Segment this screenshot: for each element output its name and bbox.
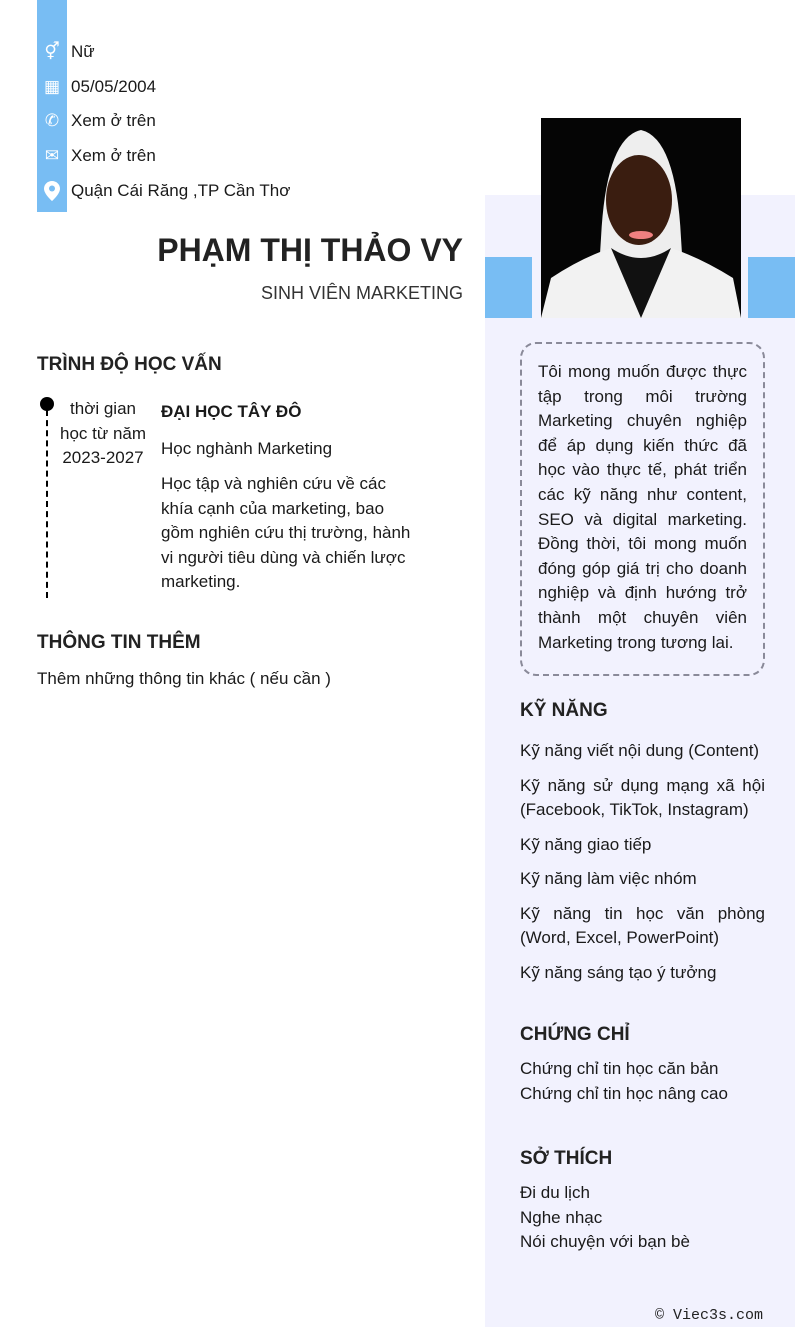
email-row	[37, 139, 156, 173]
education-heading: TRÌNH ĐỘ HỌC VẤN	[37, 354, 222, 375]
skills-heading: KỸ NĂNG	[520, 700, 608, 721]
certificate-item: Chứng chỉ tin học căn bản	[520, 1059, 719, 1078]
education-description: Học tập và nghiên cứu về các khía cạnh của marketing, bao gồm nghiên cứu thị trường, hành vi người tiêu dùng và chiến lược marketing.	[161, 474, 411, 591]
hobbies-heading: SỞ THÍCH	[520, 1148, 613, 1169]
timeline-dot	[40, 397, 54, 411]
skill-item: Kỹ năng sáng tạo ý tưởng	[520, 962, 717, 982]
job-title: SINH VIÊN MARKETING	[260, 283, 463, 303]
phone-value: Xem ở trên	[71, 111, 156, 130]
accent-square-right	[748, 257, 795, 318]
gender-value: Nữ	[71, 42, 95, 61]
certificates-heading: CHỨNG CHỈ	[520, 1024, 630, 1045]
certificate-item: Chứng chỉ tin học nâng cao	[520, 1083, 728, 1103]
skill-item: Kỹ năng sử dụng mạng xã hội (Facebook, TikTok, Instagram)	[520, 775, 765, 819]
education-period: thời gian học từ năm 2023-2027	[59, 399, 147, 467]
career-objective: Tôi mong muốn được thực tập trong môi trường Marketing chuyên nghiệp để áp dụng kiến thức đã học vào thực tế, phát triển các kỹ năng như content, SEO và digital marketing. Đồng thời, tôi mong muốn đóng góp giá trị cho doanh nghiệp và định hướng trở thành một chuyên viên Marketing trong tương lai.	[520, 342, 765, 676]
hobbies-list	[520, 1181, 690, 1255]
skills-list	[520, 739, 765, 995]
skill-item: Kỹ năng viết nội dung (Content)	[520, 741, 760, 760]
phone-icon: ✆	[44, 111, 60, 130]
skill-item: Kỹ năng làm việc nhóm	[520, 869, 697, 888]
full-name: PHẠM THỊ THẢO VY	[157, 232, 463, 268]
location-pin-icon	[37, 181, 67, 201]
mail-icon: ✉	[44, 146, 60, 165]
profile-photo	[541, 118, 741, 318]
gender-icon: ⚥	[44, 42, 60, 61]
hobby-item: Đi du lịch	[520, 1183, 590, 1202]
address-row	[37, 174, 290, 208]
school-name: ĐẠI HỌC TÂY ĐÔ	[161, 402, 302, 421]
accent-square-left	[485, 257, 532, 318]
timeline-line	[46, 410, 48, 598]
phone-row	[37, 104, 156, 138]
gender-row	[37, 35, 95, 69]
skill-item: Kỹ năng giao tiếp	[520, 834, 652, 854]
calendar-icon: ▦	[43, 77, 61, 96]
email-value: Xem ở trên	[71, 146, 156, 165]
extra-info-heading: THÔNG TIN THÊM	[37, 632, 201, 653]
hobby-item: Nói chuyện với bạn bè	[520, 1232, 690, 1251]
major: Học nghành Marketing	[161, 439, 333, 458]
dob-value: 05/05/2004	[71, 77, 157, 96]
dob-row	[37, 70, 156, 104]
hobby-item: Nghe nhạc	[520, 1207, 603, 1227]
address-value: Quận Cái Răng ,TP Cần Thơ	[71, 181, 291, 200]
certificates-list	[520, 1057, 728, 1106]
footer-copyright: © Viec3s.com	[655, 1307, 764, 1324]
extra-info-text: Thêm những thông tin khác ( nếu cần )	[37, 669, 331, 688]
skill-item: Kỹ năng tin học văn phòng (Word, Excel, PowerPoint)	[520, 903, 765, 947]
